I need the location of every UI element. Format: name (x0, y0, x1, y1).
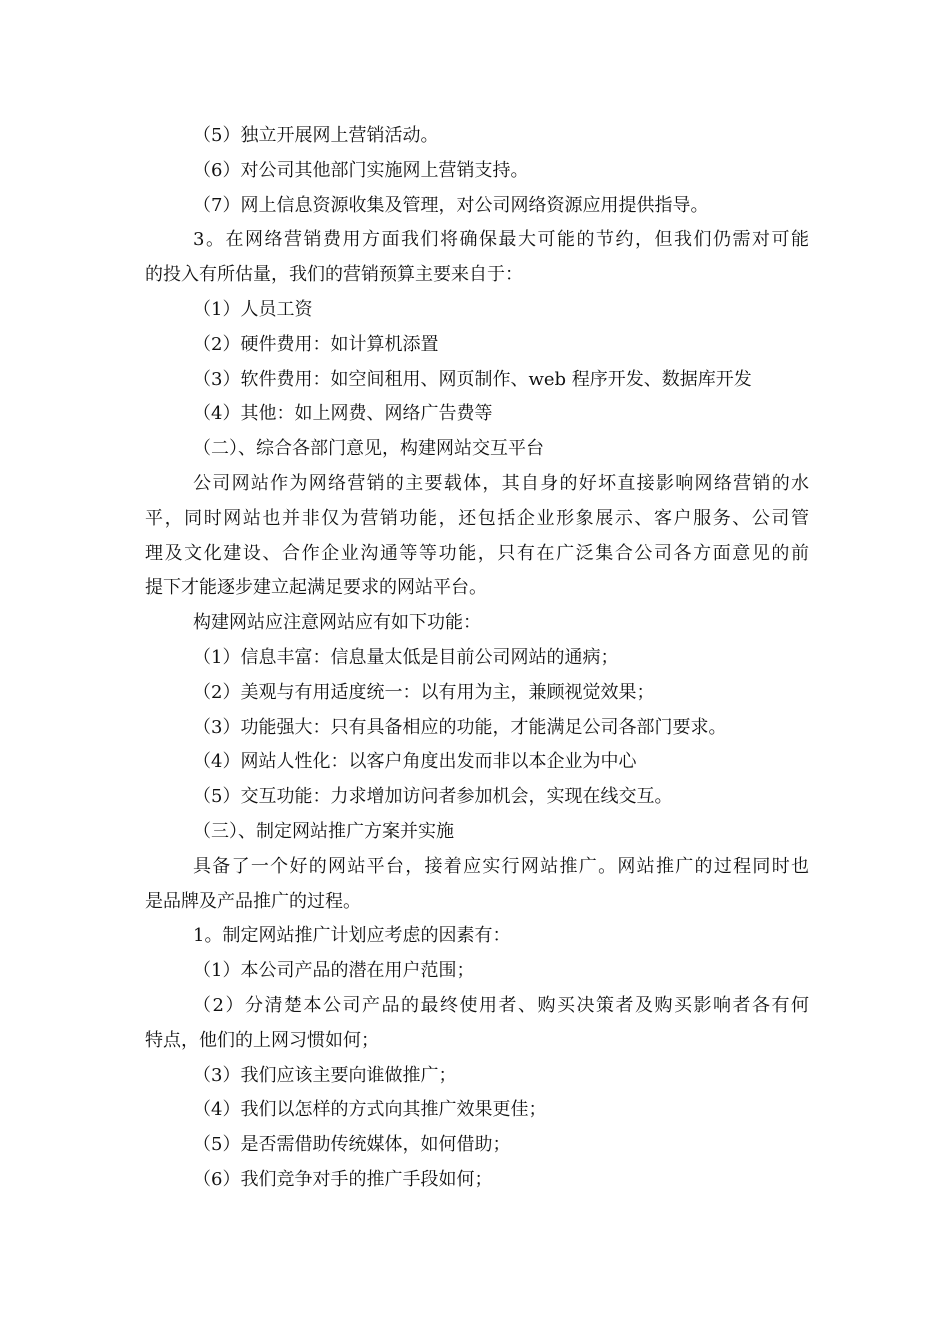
paragraph-line: 构建网站应注意网站应有如下功能： (193, 612, 481, 634)
paragraph-line: 公司网站作为网络营销的主要载体，其自身的好坏直接影响网络营销的水 (193, 472, 809, 494)
paragraph-line: 理及文化建设、合作企业沟通等等功能，只有在广泛集合公司各方面意见的前 (145, 542, 809, 564)
paragraph-line: 特点，他们的上网习惯如何； (145, 1029, 379, 1051)
list-item: （2）美观与有用适度统一：以有用为主，兼顾视觉效果； (193, 681, 655, 703)
list-item: （3）我们应该主要向谁做推广； (193, 1064, 457, 1086)
list-item: （4）我们以怎样的方式向其推广效果更佳； (193, 1099, 547, 1121)
list-item: （4）网站人性化：以客户角度出发而非以本企业为中心 (193, 751, 637, 773)
paragraph-line: 具备了一个好的网站平台，接着应实行网站推广。网站推广的过程同时也 (193, 855, 809, 877)
paragraph-line: 提下才能逐步建立起满足要求的网站平台。 (145, 577, 487, 599)
list-item: （3）软件费用：如空间租用、网页制作、web 程序开发、数据库开发 (193, 368, 752, 390)
list-item: （5）是否需借助传统媒体，如何借助； (193, 1134, 511, 1156)
list-item: （1）信息丰富：信息量太低是目前公司网站的通病； (193, 646, 619, 668)
paragraph-line: 是品牌及产品推广的过程。 (145, 890, 361, 912)
list-item: （5）独立开展网上营销活动。 (193, 125, 439, 146)
list-item: （2）分清楚本公司产品的最终使用者、购买决策者及购买影响者各有何 (193, 994, 809, 1016)
list-item: （3）功能强大：只有具备相应的功能，才能满足公司各部门要求。 (193, 716, 727, 738)
list-item: （1）人员工资 (193, 298, 313, 320)
section-heading: （二）、综合各部门意见，构建网站交互平台 (193, 438, 544, 460)
list-item: （4）其他：如上网费、网络广告费等 (193, 403, 493, 425)
list-item: （6）对公司其他部门实施网上营销支持。 (193, 159, 529, 181)
list-item: （7）网上信息资源收集及管理，对公司网络资源应用提供指导。 (193, 194, 709, 216)
paragraph-line: 的投入有所估量，我们的营销预算主要来自于： (145, 264, 523, 286)
list-item: （6）我们竞争对手的推广手段如何； (193, 1168, 493, 1190)
list-item: （2）硬件费用：如计算机添置 (193, 333, 439, 355)
list-item: （5）交互功能：力求增加访问者参加机会，实现在线交互。 (193, 786, 673, 808)
document-page (145, 119, 809, 1198)
paragraph-line: 1。制定网站推广计划应考虑的因素有： (193, 925, 511, 947)
list-item: （1）本公司产品的潜在用户范围； (193, 960, 475, 982)
section-heading: （三）、制定网站推广方案并实施 (193, 820, 454, 842)
paragraph-line: 3。在网络营销费用方面我们将确保最大可能的节约，但我们仍需对可能 (193, 229, 809, 251)
paragraph-line: 平，同时网站也并非仅为营销功能，还包括企业形象展示、客户服务、公司管 (145, 507, 809, 529)
